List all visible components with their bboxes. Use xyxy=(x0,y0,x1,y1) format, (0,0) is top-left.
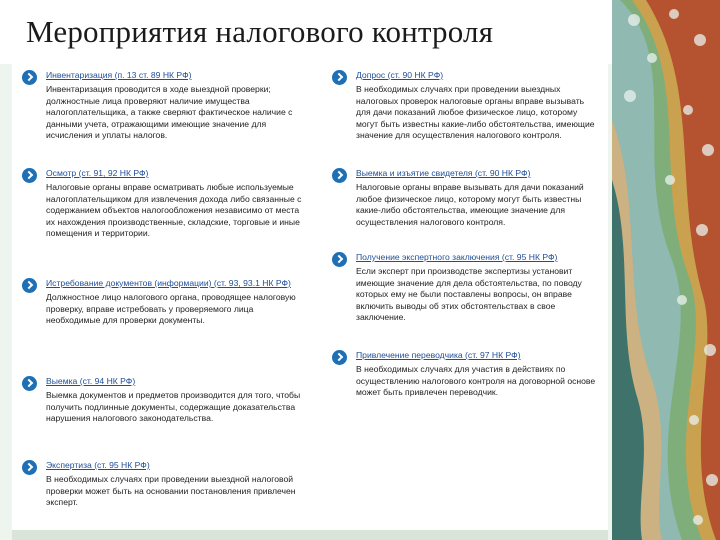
item-heading[interactable]: Истребование документов (информации) (ст. 93, 93.1 НК РФ) xyxy=(46,278,291,288)
item-heading[interactable]: Привлечение переводчика (ст. 97 НК РФ) xyxy=(356,350,521,360)
item-text: Должностное лицо налогового органа, проводящее налоговую проверку, вправе истребовать у проверяемого лица необходимые для проверки документы. xyxy=(46,292,296,326)
list-item xyxy=(20,376,310,425)
slide-title: Мероприятия налогового контроля xyxy=(26,14,494,49)
item-text: Если эксперт при производстве экспертизы установит имеющие значение для дела обстоятельства, по поводу которых ему не были поставлены вопросы, он вправе включить выводы об этих обстоятельствах в свое заключение. xyxy=(356,266,582,323)
item-heading[interactable]: Инвентаризация (п. 13 ст. 89 НК РФ) xyxy=(46,70,192,80)
list-item xyxy=(20,460,310,509)
arrow-bullet-icon xyxy=(22,168,37,183)
list-item xyxy=(20,70,310,142)
arrow-bullet-icon xyxy=(332,70,347,85)
item-text: Выемка документов и предметов производится для того, чтобы получить подлинные документы, содержащие доказательства нарушения налогового законодательства. xyxy=(46,390,301,424)
list-item xyxy=(330,70,600,142)
item-text: В необходимых случаях при проведении выездных налоговых проверок налоговые органы вправе вызывать для дачи показаний любое физическое лицо, которому могут быть известны какие-либо обстоятельства, имеющие значение для осуществления налогового контроля. xyxy=(356,84,595,141)
item-heading[interactable]: Выемка (ст. 94 НК РФ) xyxy=(46,376,136,386)
arrow-bullet-icon xyxy=(332,350,347,365)
item-heading[interactable]: Экспертиза (ст. 95 НК РФ) xyxy=(46,460,150,470)
title-bar xyxy=(0,0,612,64)
item-heading[interactable]: Осмотр (ст. 91, 92 НК РФ) xyxy=(46,168,149,178)
arrow-bullet-icon xyxy=(22,70,37,85)
content-panel xyxy=(12,64,608,530)
arrow-bullet-icon xyxy=(22,376,37,391)
list-item xyxy=(20,278,310,327)
decorative-panel xyxy=(612,0,720,540)
bottom-strip xyxy=(12,530,608,540)
item-text: В необходимых случаях для участия в действиях по осуществлению налогового контроля на договорной основе может быть привлечен переводчик. xyxy=(356,364,596,398)
arrow-bullet-icon xyxy=(332,252,347,267)
list-item xyxy=(330,252,600,324)
arrow-bullet-icon xyxy=(22,278,37,293)
list-item xyxy=(330,350,600,399)
arrow-bullet-icon xyxy=(332,168,347,183)
item-text: Налоговые органы вправе вызывать для дачи показаний любое физическое лицо, которому могут быть известны какие-либо обстоятельства, имеющие значение для осуществления налогового контроля. xyxy=(356,182,584,227)
item-text: Налоговые органы вправе осматривать любые используемые налогоплательщиком для извлечения дохода либо связанные с содержанием объектов налогообложения независимо от места их нахождения производственные, складские, торговые и иные помещения и территории. xyxy=(46,182,302,239)
item-heading[interactable]: Выемка и изъятие свидетеля (ст. 90 НК РФ) xyxy=(356,168,531,178)
item-text: Инвентаризация проводится в ходе выездной проверки; должностные лица проверяют наличие имущества налогоплательщика, а также сверяют фактическое наличие с данными учета, отражающими имеющие значение для исчисления и уплаты налогов. xyxy=(46,84,293,141)
list-item xyxy=(330,168,600,228)
list-item xyxy=(20,168,310,240)
arrow-bullet-icon xyxy=(22,460,37,475)
item-heading[interactable]: Допрос (ст. 90 НК РФ) xyxy=(356,70,444,80)
floral-pattern xyxy=(612,0,720,540)
item-text: В необходимых случаях при проведении выездной налоговой проверки может быть на основании постановления привлечен эксперт. xyxy=(46,474,296,508)
item-heading[interactable]: Получение экспертного заключения (ст. 95 НК РФ) xyxy=(356,252,558,262)
